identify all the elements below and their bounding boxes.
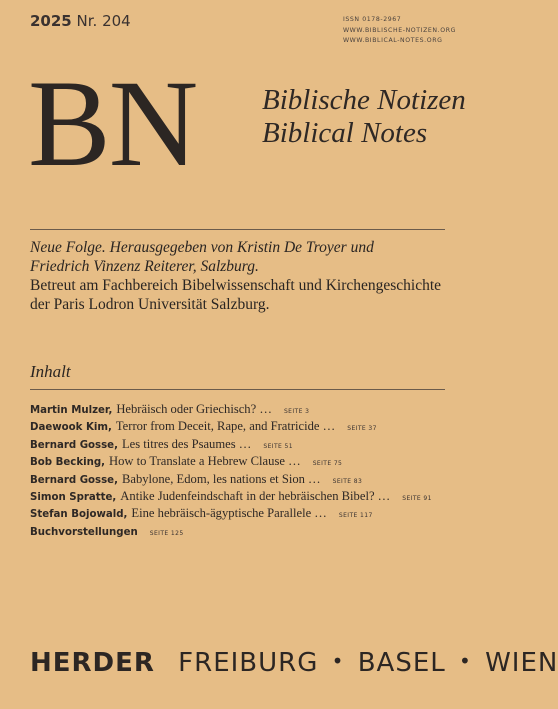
publisher-city-wien: WIEN (485, 648, 558, 678)
toc-page: SEITE 75 (312, 460, 343, 468)
website-de-link[interactable]: WWW.BIBLISCHE-NOTIZEN.ORG (342, 26, 456, 34)
toc-title: Antike Judenfeindschaft in der hebräischen Bibel? … (120, 488, 391, 503)
toc-title: Les titres des Psaumes … (121, 436, 252, 451)
toc-entry[interactable] (30, 400, 470, 417)
intro-line-4: der Paris Lodron Universität Salzburg. (30, 296, 270, 313)
website-en-link[interactable]: WWW.BIBLICAL-NOTES.ORG (342, 37, 443, 44)
title-german: Biblische Notizen (262, 84, 466, 116)
toc-entry[interactable] (30, 504, 470, 521)
publisher-city-freiburg: FREIBURG (178, 648, 319, 678)
intro-line-1: Neue Folge. Herausgegeben von Kristin De Troyer und (30, 239, 374, 256)
issue-year: 2025 (30, 12, 72, 30)
intro-line-3: Betreut am Fachbereich Bibelwissenschaft und Kirchengeschichte (30, 277, 442, 294)
toc-author: Stefan Bojowald, (30, 509, 128, 521)
toc-title: How to Translate a Hebrew Clause … (109, 454, 301, 469)
toc-author: Buchvorstellungen (30, 526, 138, 538)
table-of-contents (30, 400, 470, 539)
toc-page: SEITE 37 (347, 425, 377, 433)
toc-page: SEITE 117 (338, 512, 373, 520)
toc-author: Martin Mulzer, (30, 405, 113, 416)
toc-entry[interactable] (30, 435, 470, 452)
toc-entry[interactable] (30, 470, 470, 487)
toc-entry[interactable] (30, 487, 470, 504)
separator-dot: • (459, 649, 472, 673)
title-english: Biblical Notes (262, 117, 428, 149)
contents-heading: Inhalt (30, 362, 71, 381)
journal-meta (343, 15, 456, 47)
toc-author: Simon Spratte, (30, 491, 117, 503)
issue-label: Nr. 204 (76, 12, 131, 30)
toc-page: SEITE 83 (332, 477, 363, 485)
separator-dot: • (331, 649, 345, 673)
divider-top (30, 229, 445, 230)
toc-author: Bernard Gosse, (30, 474, 118, 486)
toc-author: Bernard Gosse, (30, 439, 118, 451)
toc-author: Daewook Kim, (30, 422, 112, 434)
toc-title: Terror from Deceit, Rape, and Fratricide … (115, 419, 336, 434)
toc-page: SEITE 51 (263, 442, 293, 450)
toc-entry[interactable] (30, 417, 470, 434)
divider-contents (30, 389, 445, 390)
publisher-line (30, 648, 558, 678)
publisher-brand: HERDER (30, 648, 155, 678)
toc-title: Hebräisch oder Griechisch? … (116, 402, 272, 416)
toc-page: SEITE 91 (402, 494, 432, 502)
toc-title: Babylone, Edom, les nations et Sion … (121, 471, 321, 486)
toc-page: SEITE 125 (149, 529, 184, 537)
toc-title: Eine hebräisch-ägyptische Parallele … (131, 506, 327, 521)
toc-entry[interactable] (30, 522, 470, 539)
issue-number (30, 12, 131, 30)
intro-line-2: Friedrich Vinzenz Reiterer, Salzburg. (30, 258, 259, 275)
journal-title (262, 84, 466, 150)
issn: ISSN 0178-2967 (342, 16, 402, 23)
editorial-intro (30, 238, 460, 314)
publisher-city-basel: BASEL (357, 648, 446, 678)
toc-page: SEITE 3 (283, 408, 310, 415)
toc-author: Bob Becking, (30, 457, 105, 469)
journal-logo: BN (28, 55, 197, 192)
toc-entry[interactable] (30, 452, 470, 469)
